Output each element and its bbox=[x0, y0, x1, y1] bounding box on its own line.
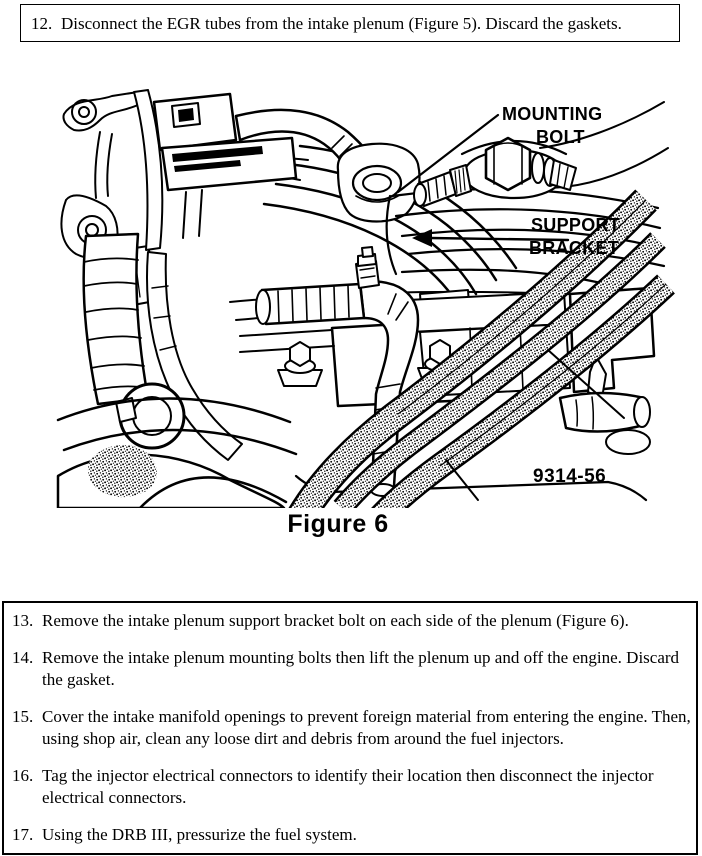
step-item-12 bbox=[31, 13, 673, 35]
step-text-line: the gasket. bbox=[42, 670, 115, 689]
step-item-14 bbox=[12, 647, 690, 691]
step-number: 16. bbox=[12, 766, 34, 785]
step-number: 14. bbox=[12, 648, 34, 667]
figure-6-illustration bbox=[0, 88, 702, 508]
step-text-line: electrical connectors. bbox=[42, 788, 187, 807]
support-bracket-label-line1: SUPPORT bbox=[531, 215, 621, 235]
step-text-line: Cover the intake manifold openings to prevent foreign material from entering the engine. Then, bbox=[42, 707, 691, 726]
support-bracket-label-line2: BRACKET bbox=[529, 238, 620, 258]
step-item-15 bbox=[12, 706, 690, 750]
step-item-16 bbox=[12, 765, 690, 809]
step-number: 15. bbox=[12, 707, 34, 726]
mounting-bolt-label-line1: MOUNTING bbox=[502, 104, 603, 124]
part-number-label: 9314-56 bbox=[533, 466, 607, 487]
step-text-line: Remove the intake plenum support bracket bolt on each side of the plenum (Figure 6). bbox=[42, 611, 629, 630]
step-text-line: using shop air, clean any loose dirt and debris from around the fuel injectors. bbox=[42, 729, 564, 748]
mounting-bolt-label-line2: BOLT bbox=[536, 127, 585, 147]
step-item-17 bbox=[12, 824, 690, 846]
step-item-13 bbox=[12, 610, 690, 632]
egr-port-graphic bbox=[338, 144, 420, 222]
step-number: 13. bbox=[12, 611, 34, 630]
instruction-box-top bbox=[20, 4, 680, 42]
step-text-line: Disconnect the EGR tubes from the intake plenum (Figure 5). Discard the gaskets. bbox=[61, 14, 622, 33]
step-text-line: Remove the intake plenum mounting bolts then lift the plenum up and off the engine. Discard bbox=[42, 648, 680, 667]
step-number: 12. bbox=[31, 14, 53, 33]
step-text-line: Tag the injector electrical connectors to identify their location then disconnect the injector bbox=[42, 766, 654, 785]
instruction-box-lower bbox=[2, 601, 698, 855]
step-text-line: Using the DRB III, pressurize the fuel system. bbox=[42, 825, 357, 844]
figure-caption: Figure 6 bbox=[287, 510, 389, 538]
step-number: 17. bbox=[12, 825, 34, 844]
mounting-bolt-graphic bbox=[414, 138, 576, 206]
